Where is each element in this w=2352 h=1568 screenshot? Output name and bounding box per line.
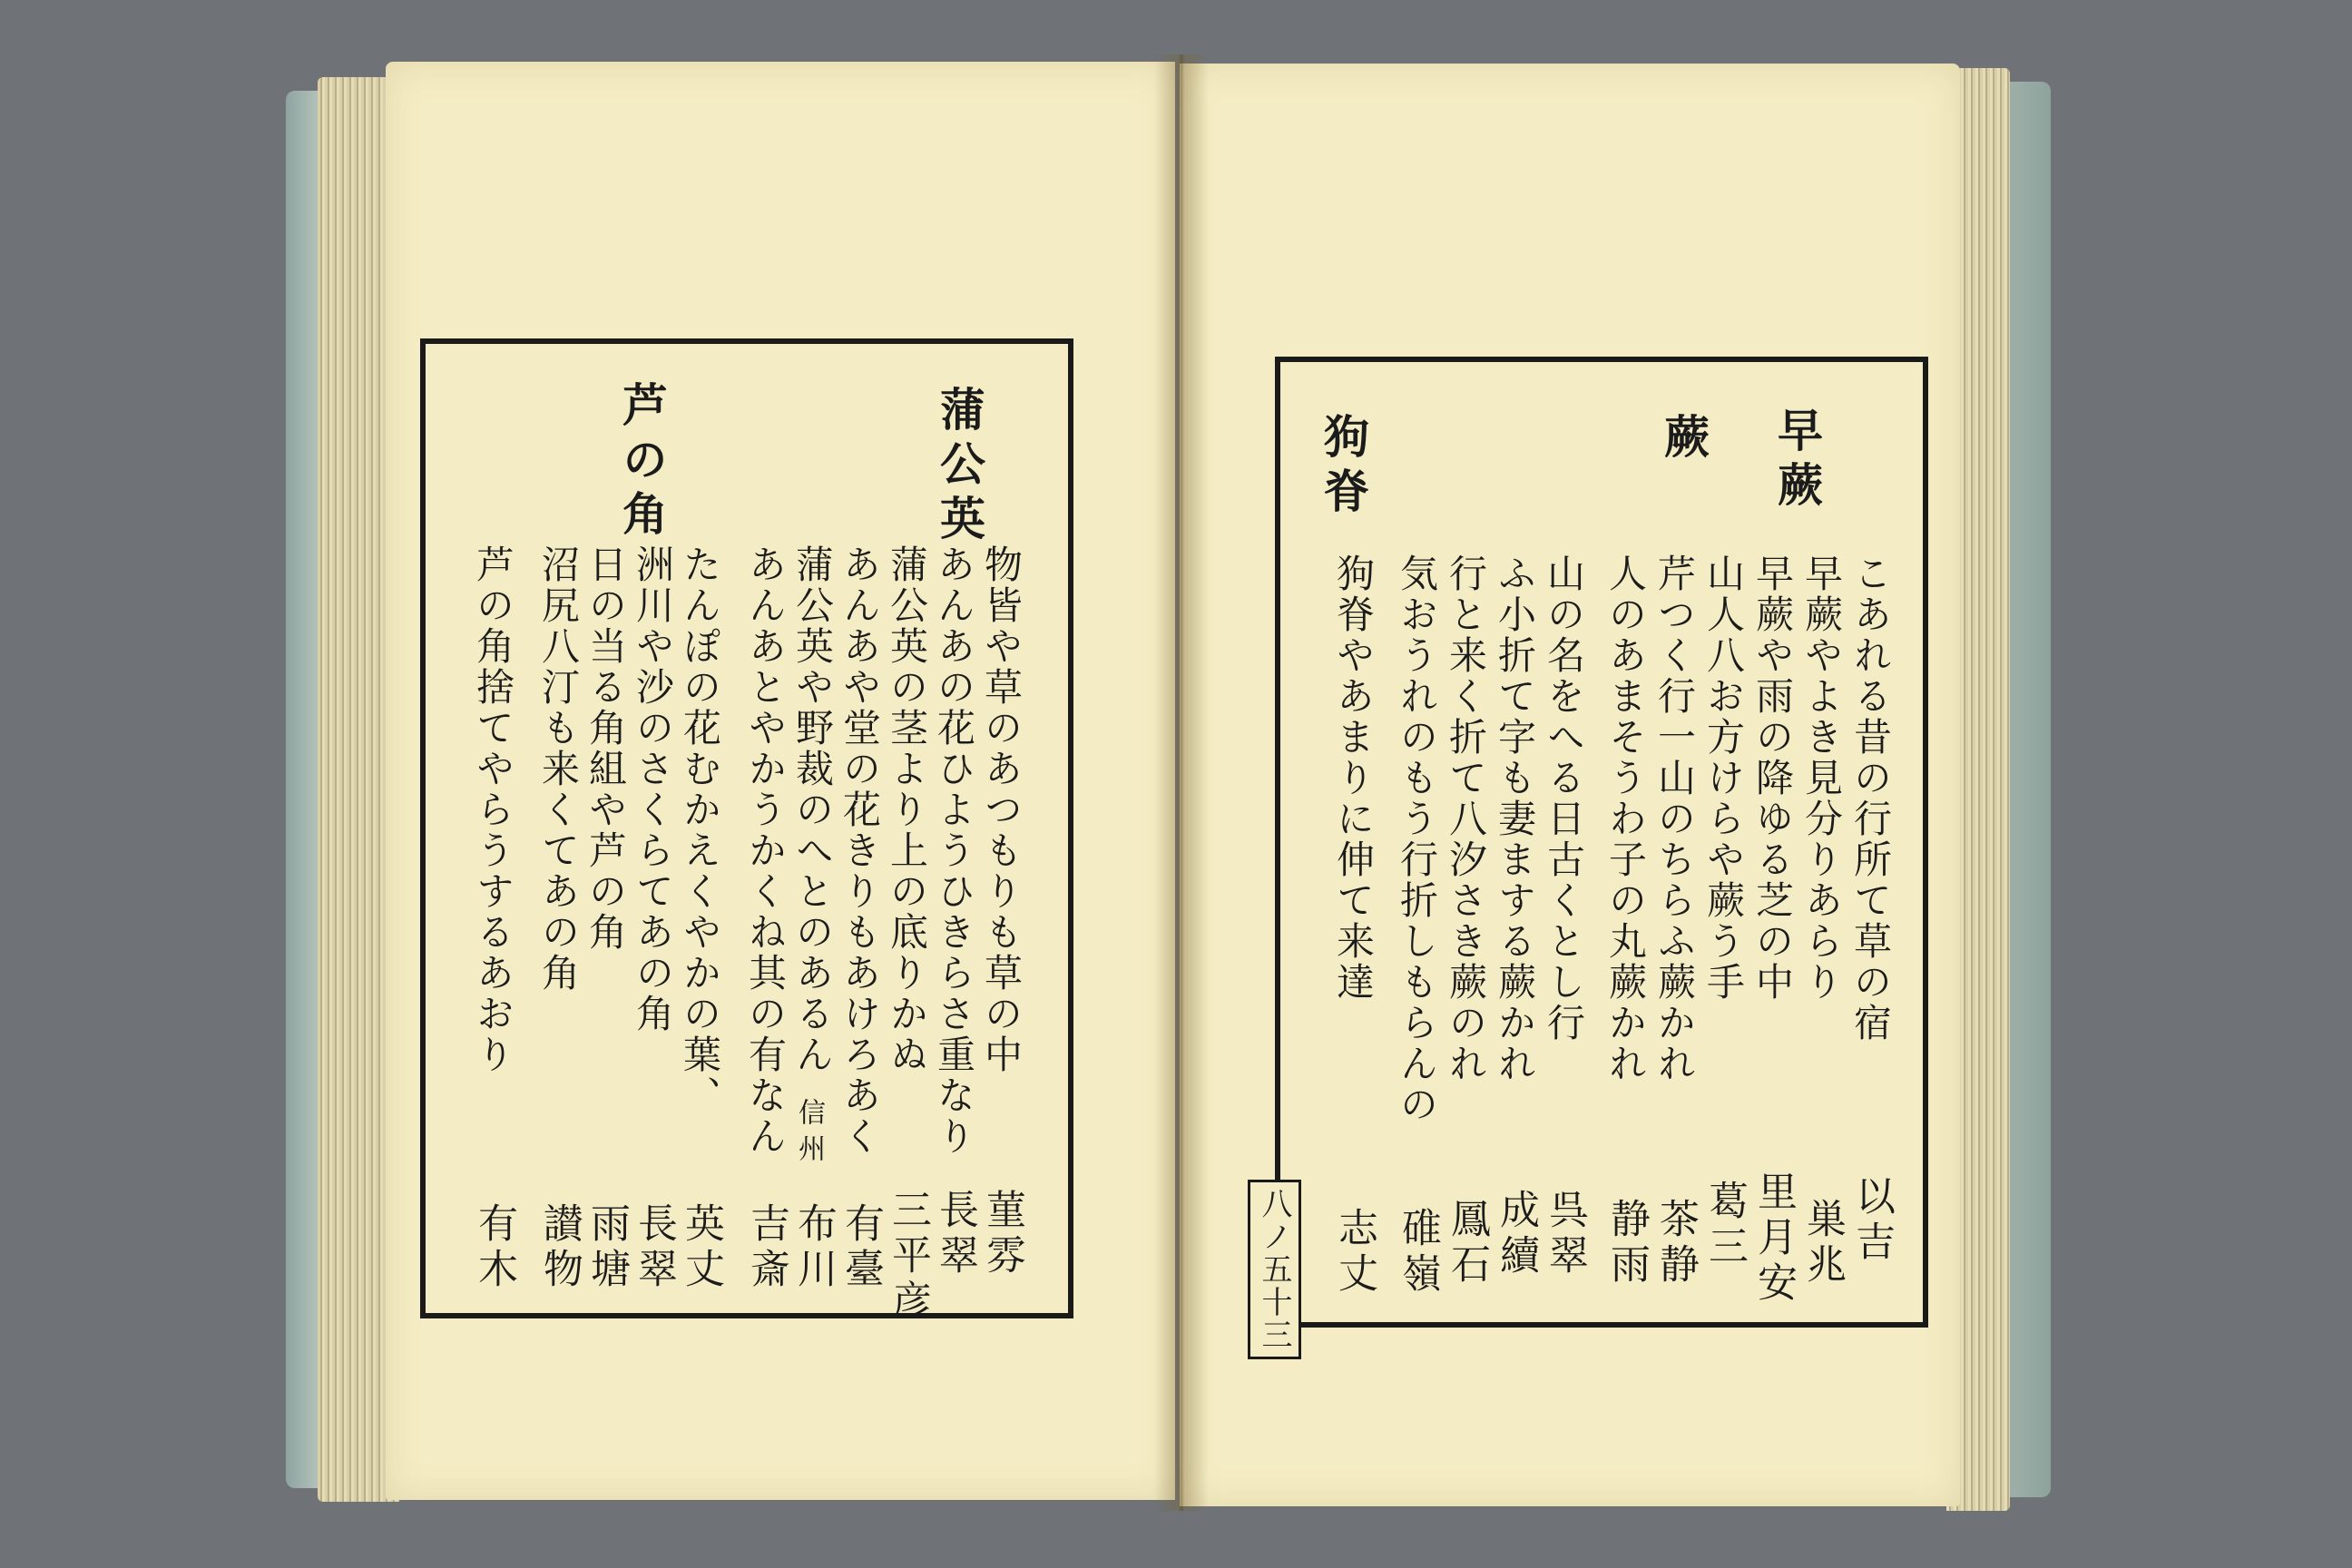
author-name: 英丈 [678,1202,724,1293]
verse-line: 蒲公英や野裁のへとのあるん [790,544,835,1075]
verse-line: あんあの花ひようひきらさ重なり [932,544,976,1157]
author-name: 鳳石 [1444,1198,1490,1289]
verse-line: 早蕨やよき見分りあらり [1799,554,1844,1003]
verse-line: あんあとやかうかくね其の有なん [743,544,788,1157]
verse-line: 物皆や草のあつもりも草の中 [979,544,1024,1075]
author-name: 布川 [790,1202,837,1293]
author-name: 里月安 [1750,1171,1797,1307]
verse-line: 行と来く折て八汐さき蕨のれ [1444,554,1488,1084]
section-title-fern: 狗脊 [1317,413,1370,522]
verse-line: 気おうれのもう行折しもらんの [1395,554,1439,1125]
author-name: 呉翠 [1542,1189,1588,1279]
verse-line: ふ小折て字も妻まする蕨かれ [1493,554,1537,1084]
section-title-early-bracken: 早蕨 [1770,407,1824,515]
folio-number: 八ノ五十三 [1248,1180,1301,1359]
author-name: 長翠 [631,1202,677,1293]
author-name: 成續 [1493,1189,1539,1279]
author-name: 碓嶺 [1395,1207,1441,1298]
author-name: 吉斎 [743,1202,789,1293]
book-gutter [1154,54,1209,1511]
place-name: 信州 [793,1098,825,1171]
author-name: 巣兆 [1799,1198,1846,1289]
verse-line: 芦の角捨てやらうするあおり [471,544,515,1075]
author-name: 葛三 [1701,1180,1748,1270]
author-name: 静雨 [1603,1198,1650,1289]
verse-line: 洲川や沙のさくらてあの角 [631,544,675,1034]
verse-line: 狗脊やあまりに伸て来達 [1331,554,1376,1003]
author-name: 三平彦 [885,1189,931,1325]
verse-line: 山人八お方けらや蕨う手 [1701,554,1746,1003]
verse-line: 人のあまそうわ子の丸蕨かれ [1603,554,1648,1084]
author-name: 有臺 [838,1202,884,1293]
verse-line: 蒲公英の茎より上の底りかぬ [885,544,929,1075]
section-title-dandelion: 蒲公英 [933,386,986,549]
verse-line: たんぽの花むかえくやかの葉、 [678,544,722,1116]
verse-line: 芹つく行一山のちらふ蕨かれ [1652,554,1697,1084]
author-name: 雨塘 [583,1202,630,1293]
verse-line: 山の名をへる日古くとし行 [1542,554,1586,1044]
verse-line: あんあや堂の花きりもあけろあく [838,544,882,1157]
verse-line: こあれる昔の行所て草の宿 [1848,554,1893,1044]
verse-line: 早蕨や雨の降ゆる芝の中 [1750,554,1795,1003]
author-name: 志丈 [1331,1207,1377,1298]
author-name: 以吉 [1848,1175,1895,1266]
verse-line: 沼尻八汀も来くてあの角 [536,544,581,994]
author-name: 茶静 [1652,1198,1699,1289]
section-title-reed-sprout: 芦の角 [615,381,669,544]
author-name: 長翠 [932,1189,978,1279]
author-name: 有木 [471,1202,517,1293]
author-name: 菫雰 [979,1189,1025,1279]
verse-line: 日の当る角組や芦の角 [583,544,628,953]
author-name: 讃物 [536,1202,583,1293]
section-title-bracken: 蕨 [1657,413,1710,467]
